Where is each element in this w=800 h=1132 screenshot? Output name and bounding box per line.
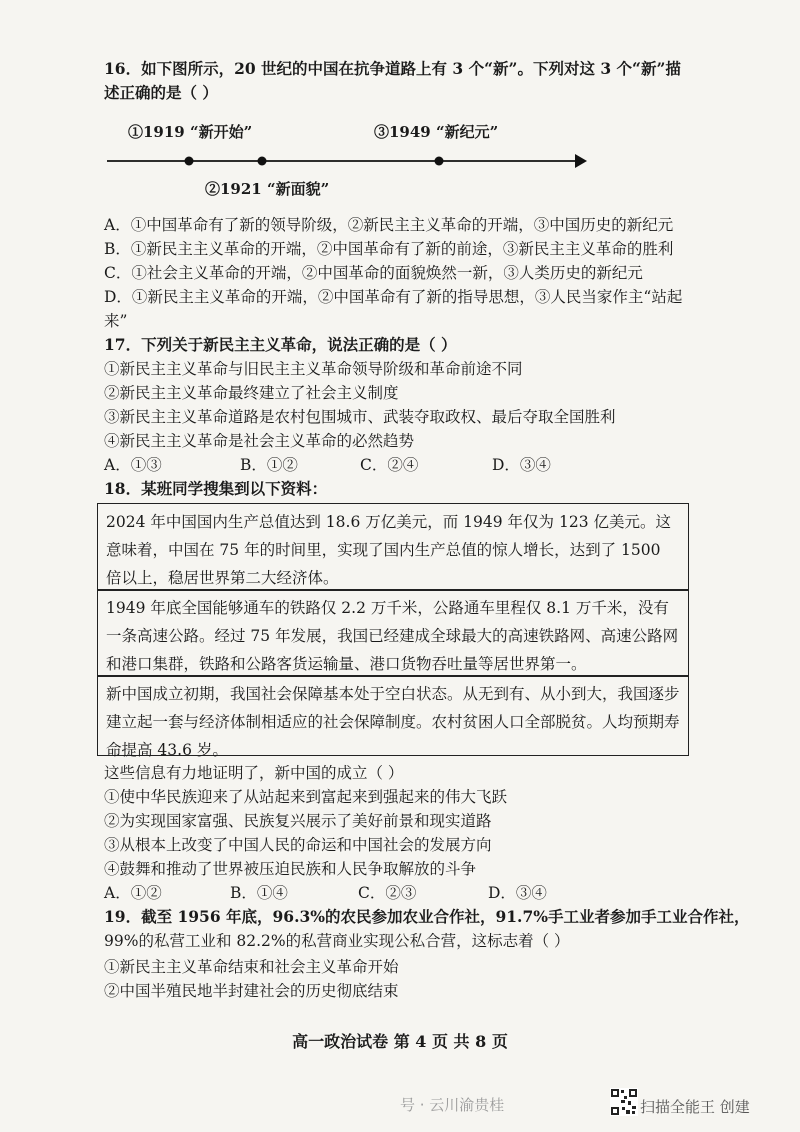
timeline-dot-1949 — [435, 157, 444, 166]
q16-option-c: C．①社会主义革命的开端，②中国革命的面貌焕然一新，③人类历史的新纪元 — [104, 264, 643, 282]
q17-choice-c: C．②④ — [360, 456, 419, 474]
q17-choice-a: A．①③ — [104, 456, 162, 474]
q18-choice-b: B．①④ — [230, 884, 288, 902]
q18-material-box-3: 新中国成立初期，我国社会保障基本处于空白状态。从无到有、从小到大，我国逐步建立起一套与经济体制相适应的社会保障制度。农村贫困人口全部脱贫。人均预期寿命提高 43.6 岁。 — [97, 675, 689, 756]
scanner-brand-text: 扫描全能王 创建 — [640, 1098, 750, 1116]
q17-item-1: ①新民主主义革命与旧民主主义革命领导阶级和革命前途不同 — [104, 360, 523, 378]
q18-item-2: ②为实现国家富强、民族复兴展示了美好前景和现实道路 — [104, 812, 492, 830]
q18-item-1: ①使中华民族迎来了从站起来到富起来到强起来的伟大飞跃 — [104, 788, 508, 806]
q19-item-1: ①新民主主义革命结束和社会主义革命开始 — [104, 958, 399, 976]
q16-option-a: A．①中国革命有了新的领导阶级，②新民主主义革命的开端，③中国历史的新纪元 — [104, 216, 674, 234]
q18-choice-c: C．②③ — [358, 884, 417, 902]
q16-option-b: B．①新民主主义革命的开端，②中国革命有了新的前途，③新民主主义革命的胜利 — [104, 240, 674, 258]
q17-item-4: ④新民主主义革命是社会主义革命的必然趋势 — [104, 432, 415, 450]
q18-material-box-2: 1949 年底全国能够通车的铁路仅 2.2 万千米，公路通车里程仅 8.1 万千米，没有一条高速公路。经过 75 年发展，我国已经建成全球最大的高速铁路网、高速公路网和港口集群，铁路和公路客货运输量、港口货物吞吐量等居世界第一。 — [97, 589, 689, 677]
q18-choice-d: D．③④ — [488, 884, 547, 902]
timeline-label-1921: ②1921 “新面貌” — [205, 180, 330, 198]
q17-stem: 17．下列关于新民主主义革命，说法正确的是（ ） — [104, 335, 457, 354]
q16-stem-line1: 16．如下图所示，20 世纪的中国在抗争道路上有 3 个“新”。下列对这 3 个“新”描 — [104, 59, 681, 78]
q18-item-3: ③从根本上改变了中国人民的命运和中国社会的发展方向 — [104, 836, 492, 854]
q18-stem: 18．某班同学搜集到以下资料： — [104, 479, 328, 498]
q17-choice-d: D．③④ — [492, 456, 551, 474]
q17-item-3: ③新民主主义革命道路是农村包围城市、武装夺取政权、最后夺取全国胜利 — [104, 408, 616, 426]
q19-stem-line1: 19．截至 1956 年底，96.3%的农民参加农业合作社，91.7%手工业者参加手工业合作社， — [104, 907, 750, 926]
q16-option-d: D．①新民主主义革命的开端，②中国革命有了新的指导思想，③人民当家作主“站起 — [104, 288, 683, 306]
q18-material-box-1: 2024 年中国国内生产总值达到 18.6 万亿美元，而 1949 年仅为 123 亿美元。这意味着，中国在 75 年的时间里，实现了国内生产总值的惊人增长，达到了 1500 倍以上，稳居世界第二大经济体。 — [97, 503, 689, 591]
q18-choice-a: A．①② — [104, 884, 162, 902]
q16-stem-line2: 述正确的是（ ） — [104, 83, 218, 102]
timeline-dot-1921 — [258, 157, 267, 166]
qr-code-icon — [610, 1088, 638, 1116]
q18-item-4: ④鼓舞和推动了世界被压迫民族和人民争取解放的斗争 — [104, 860, 477, 878]
page-footer: 高一政治试卷 第 4 页 共 8 页 — [292, 1032, 508, 1051]
q18-after: 这些信息有力地证明了，新中国的成立（ ） — [104, 764, 404, 782]
q16-option-d-cont: 来” — [104, 312, 128, 330]
arrow-head-icon — [575, 154, 587, 168]
q17-item-2: ②新民主主义革命最终建立了社会主义制度 — [104, 384, 399, 402]
q19-item-2: ②中国半殖民地半封建社会的历史彻底结束 — [104, 982, 399, 1000]
q17-choice-b: B．①② — [240, 456, 298, 474]
timeline-label-1919: ①1919 “新开始” — [128, 123, 253, 141]
timeline-dot-1919 — [185, 157, 194, 166]
q19-stem-line2: 99%的私营工业和 82.2%的私营商业实现公私合营，这标志着（ ） — [104, 932, 570, 950]
timeline-arrow — [105, 150, 590, 170]
timeline-label-1949: ③1949 “新纪元” — [374, 123, 499, 141]
watermark-text: 号 · 云川渝贵桂 — [400, 1096, 505, 1114]
